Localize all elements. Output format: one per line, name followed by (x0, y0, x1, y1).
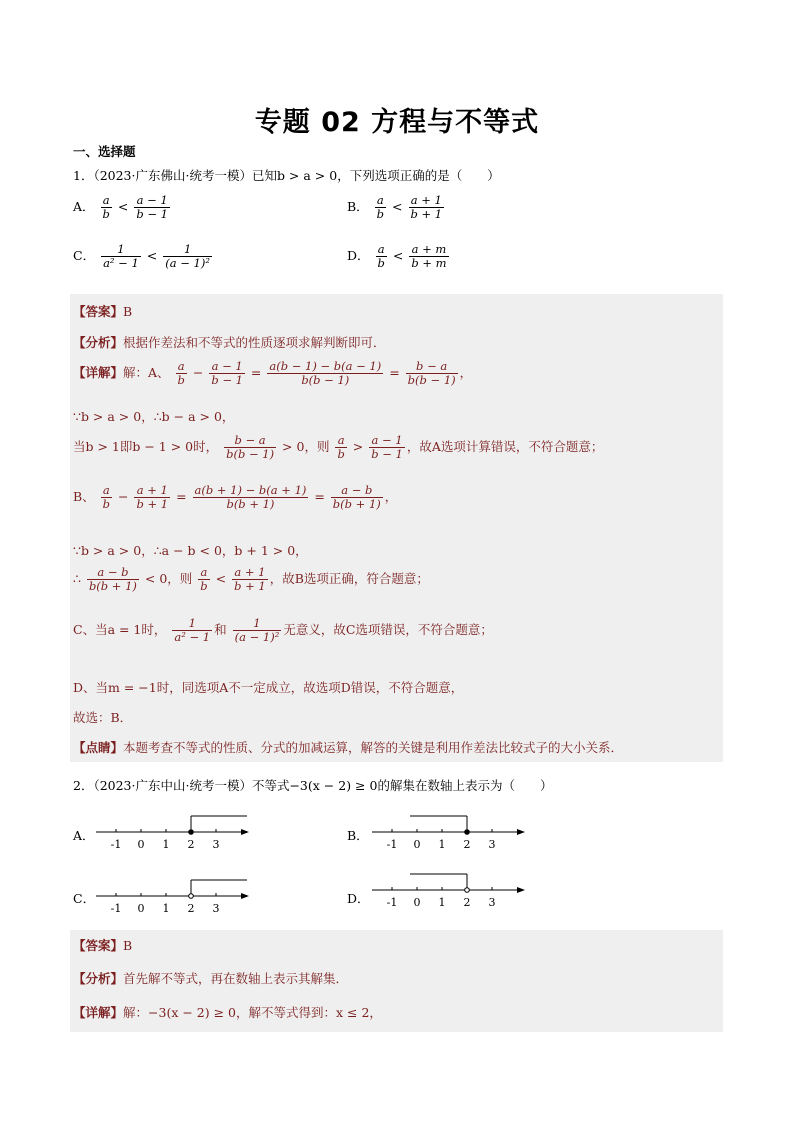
q2-option-b-label: B． (347, 828, 369, 843)
fraction: $\frac{a}{b}$ (376, 193, 385, 221)
tick-label: 0 (413, 838, 421, 851)
q1-detail-line-2: ∵b > a > 0，∴b − a > 0， (73, 409, 235, 424)
q2-option-c-label: C． (73, 891, 96, 906)
q2-stem: 2．（2023·广东中山·统考一模）不等式−3(x − 2) ≥ 0的解集在数轴上表示为（ ） (73, 778, 553, 793)
fraction: $\frac{1}{\text{(a − 1)²}}$ (165, 242, 210, 270)
tick-label: -1 (110, 902, 122, 915)
operator: < (146, 248, 158, 263)
q1-detail-line-8: D、当m = −1时，同选项A不一定成立，故选项D错误，不符合题意， (73, 680, 464, 695)
q1-detail-line-4: B、 $\frac{a}{b}$ − $\frac{a + 1}{b + 1}$ = $\frac{a(b + 1) - b(a + 1)}{b(b + 1)}$ = $\frac{a - b}{b(b + 1)}$ ， (73, 483, 398, 511)
q2-option-a-label: A． (73, 828, 95, 843)
q1-option-c (73, 243, 214, 270)
tick-label: -1 (386, 838, 398, 851)
number-line-svg (372, 866, 527, 914)
q1-detail-line-6: ∴ $\frac{a - b}{b(b + 1)}$ < 0，则 $\frac{a}{b}$ < $\frac{a + 1}{b + 1}$ ，故B选项正确，符合题意； (73, 565, 429, 593)
tick-label: 1 (438, 896, 446, 909)
tick-label: 1 (162, 902, 170, 915)
axis-arrow (517, 829, 525, 835)
fraction: $\frac{1}{\text{a² − 1}}$ (103, 242, 139, 270)
tick-label: 3 (488, 896, 496, 909)
tick-label: 1 (162, 838, 170, 851)
tick-label: 0 (137, 838, 145, 851)
tick-label: 2 (187, 838, 195, 851)
q2-option-b-number-line (372, 808, 527, 859)
q1-detail-line-1: 【详解】解：A、 $\frac{a}{b}$ − $\frac{a - 1}{b - 1}$ = $\frac{a(b - 1) - b(a - 1)}{b(b - 1)}$ = $\frac{b - a}{b(b - 1)}$ ， (73, 359, 473, 387)
page-title: 专题 02 方程与不等式 (254, 107, 540, 138)
q1-answer: 【答案】B (73, 304, 133, 319)
tick-label: -1 (110, 838, 122, 851)
endpoint-dot (465, 888, 470, 893)
endpoint-dot (465, 830, 470, 835)
operator: < (392, 199, 403, 214)
tick-label: 3 (212, 902, 220, 915)
section-heading: 一、选择题 (73, 144, 136, 159)
tick-label: 2 (463, 838, 471, 851)
option-label: B． (347, 199, 369, 214)
option-label: C． (73, 248, 96, 263)
q1-detail-line-5: ∵b > a > 0，∴a − b < 0，b + 1 > 0， (73, 543, 308, 558)
fraction: $\frac{a}{b}$ (377, 242, 385, 270)
axis-arrow (241, 893, 249, 899)
q1-option-d (347, 243, 451, 270)
number-line-svg (96, 872, 251, 920)
number-line-svg (372, 808, 527, 856)
number-line-svg (96, 808, 251, 856)
tick-label: 2 (187, 902, 195, 915)
q1-option-b (347, 194, 446, 221)
axis-arrow (517, 887, 525, 893)
q2-analysis: 【分析】首先解不等式，再在数轴上表示其解集． (73, 971, 349, 986)
q1-comment: 【点睛】本题考查不等式的性质、分式的加减运算，解答的关键是利用作差法比较式子的大小关系． (73, 740, 624, 755)
fraction: $\frac{a}{b}$ (102, 193, 110, 221)
tick-label: 1 (438, 838, 446, 851)
q2-detail: 【详解】解：−3(x − 2) ≥ 0，解不等式得到：x ≤ 2， (73, 1005, 382, 1020)
q2-option-d-number-line (372, 866, 527, 917)
q1-analysis: 【分析】根据作差法和不等式的性质逐项求解判断即可． (73, 335, 386, 350)
tick-label: 2 (463, 896, 471, 909)
q1-detail-line-7: C、当a = 1时， $\frac{1}{\text{a² − 1}}$ 和 $\frac{1}{\text{(a − 1)²}}$ 无意义，故C选项错误，不符合题意； (73, 616, 493, 644)
q2-option-d-label: D． (347, 891, 370, 906)
tick-label: 0 (413, 896, 421, 909)
fraction: $\frac{a + m}{b + m}$ (411, 242, 447, 270)
q1-detail-line-9: 故选：B． (73, 710, 133, 725)
q2-answer: 【答案】B (73, 938, 133, 953)
tick-label: 0 (137, 902, 145, 915)
option-label: D． (347, 248, 370, 263)
fraction: $\frac{a + 1}{b + 1}$ (410, 193, 443, 221)
q1-option-a (73, 194, 172, 221)
endpoint-dot (189, 894, 194, 899)
tick-label: 3 (488, 838, 496, 851)
endpoint-dot (189, 830, 194, 835)
q2-option-c-number-line (96, 872, 251, 923)
axis-arrow (241, 829, 249, 835)
q2-option-a-number-line (96, 808, 251, 859)
tick-label: -1 (386, 896, 398, 909)
operator: < (392, 248, 404, 263)
operator: < (117, 199, 129, 214)
q1-stem: 1．（2023·广东佛山·统考一模）已知b > a > 0，下列选项正确的是（ ） (73, 168, 500, 183)
fraction: $\frac{a - 1}{b - 1}$ (136, 193, 168, 221)
tick-label: 3 (212, 838, 220, 851)
q1-detail-line-3: 当b > 1即b − 1 > 0时， $\frac{b - a}{b(b - 1)}$ > 0，则 $\frac{a}{b}$ > $\frac{a - 1}{b - 1}$ ，故A选项计算错误，不符合题意； (73, 433, 604, 461)
option-label: A． (73, 199, 95, 214)
